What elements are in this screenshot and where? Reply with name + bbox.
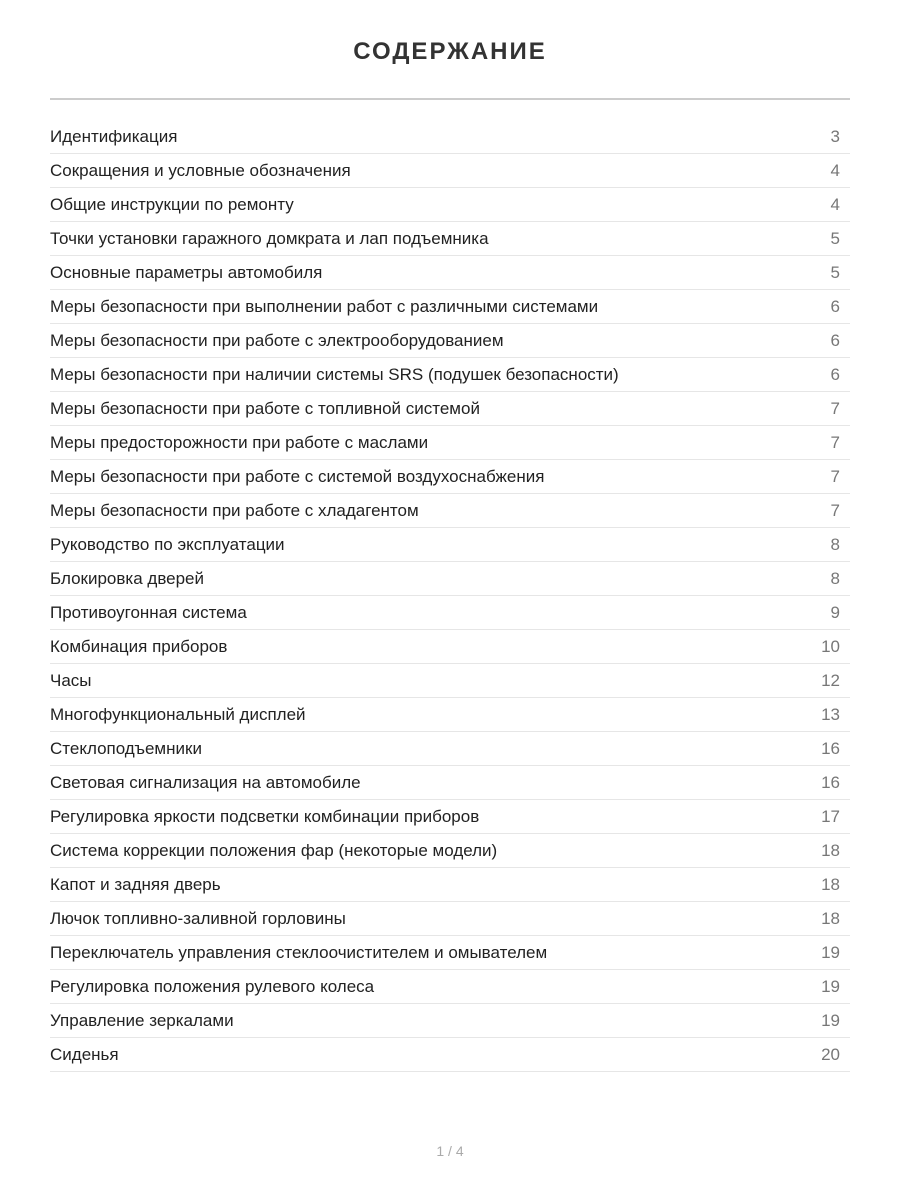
toc-entry-page-number: 19 (821, 976, 840, 996)
toc-entry-title: Сиденья (50, 1044, 119, 1064)
toc-entry[interactable] (50, 256, 850, 290)
toc-entry[interactable] (50, 562, 850, 596)
toc-entry-page-number: 6 (830, 330, 840, 350)
toc-entry-page-number: 19 (821, 1010, 840, 1030)
toc-entry[interactable] (50, 732, 850, 766)
toc-entry-page-number: 19 (821, 942, 840, 962)
toc-entry[interactable] (50, 494, 850, 528)
toc-entry-page-number: 8 (830, 534, 840, 554)
table-of-contents (50, 120, 850, 1072)
toc-entry-title: Система коррекции положения фар (некоторые модели) (50, 840, 498, 860)
toc-entry-title: Регулировка положения рулевого колеса (50, 976, 375, 996)
page-title: СОДЕРЖАНИЕ (353, 38, 547, 65)
toc-entry-title: Капот и задняя дверь (50, 874, 221, 894)
toc-entry[interactable] (50, 902, 850, 936)
toc-entry-page-number: 7 (830, 398, 840, 418)
toc-entry[interactable] (50, 528, 850, 562)
toc-entry[interactable] (50, 630, 850, 664)
toc-entry-page-number: 17 (821, 806, 840, 826)
toc-entry-title: Меры безопасности при работе с топливной системой (50, 398, 480, 418)
toc-entry[interactable] (50, 188, 850, 222)
toc-entry-page-number: 6 (830, 296, 840, 316)
toc-entry-page-number: 7 (830, 432, 840, 452)
toc-entry[interactable] (50, 154, 850, 188)
toc-entry[interactable] (50, 970, 850, 1004)
toc-entry[interactable] (50, 1038, 850, 1072)
toc-entry[interactable] (50, 936, 850, 970)
toc-entry-page-number: 16 (821, 772, 840, 792)
toc-entry-page-number: 16 (821, 738, 840, 758)
toc-entry-title: Регулировка яркости подсветки комбинации приборов (50, 806, 480, 826)
toc-entry-title: Управление зеркалами (50, 1010, 234, 1030)
toc-entry-page-number: 20 (821, 1044, 840, 1064)
toc-entry[interactable] (50, 460, 850, 494)
toc-entry-title: Многофункциональный дисплей (50, 704, 306, 724)
toc-entry-page-number: 18 (821, 908, 840, 928)
title-divider (50, 98, 850, 100)
toc-entry-page-number: 10 (821, 636, 840, 656)
toc-entry-title: Меры безопасности при работе с системой воздухоснабжения (50, 466, 545, 486)
toc-entry[interactable] (50, 698, 850, 732)
toc-entry[interactable] (50, 596, 850, 630)
toc-entry[interactable] (50, 290, 850, 324)
toc-entry-title: Блокировка дверей (50, 568, 205, 588)
toc-entry-title: Основные параметры автомобиля (50, 262, 323, 282)
toc-entry-page-number: 9 (830, 602, 840, 622)
toc-entry[interactable] (50, 800, 850, 834)
toc-entry[interactable] (50, 426, 850, 460)
toc-entry-page-number: 3 (830, 126, 840, 146)
toc-entry-title: Световая сигнализация на автомобиле (50, 772, 361, 792)
toc-entry[interactable] (50, 868, 850, 902)
toc-entry-title: Меры безопасности при работе с хладагентом (50, 500, 419, 520)
page-counter: 1 / 4 (436, 1143, 464, 1159)
toc-entry-page-number: 18 (821, 874, 840, 894)
toc-entry-title: Стеклоподъемники (50, 738, 202, 758)
toc-entry[interactable] (50, 358, 850, 392)
toc-entry-title: Меры безопасности при наличии системы SRS (подушек безопасности) (50, 364, 619, 384)
toc-entry[interactable] (50, 222, 850, 256)
toc-entry-title: Идентификация (50, 126, 178, 146)
toc-entry-title: Переключатель управления стеклоочистителем и омывателем (50, 942, 548, 962)
toc-entry[interactable] (50, 766, 850, 800)
toc-entry[interactable] (50, 392, 850, 426)
toc-entry-title: Меры предосторожности при работе с маслами (50, 432, 429, 452)
toc-entry-page-number: 5 (830, 262, 840, 282)
toc-entry-title: Руководство по эксплуатации (50, 534, 285, 554)
toc-entry-title: Общие инструкции по ремонту (50, 194, 294, 214)
toc-entry-page-number: 6 (830, 364, 840, 384)
toc-entry-page-number: 18 (821, 840, 840, 860)
toc-entry-title: Часы (50, 670, 92, 690)
toc-entry[interactable] (50, 834, 850, 868)
toc-entry-title: Комбинация приборов (50, 636, 228, 656)
toc-entry-title: Меры безопасности при выполнении работ с различными системами (50, 296, 599, 316)
toc-entry[interactable] (50, 664, 850, 698)
toc-entry[interactable] (50, 1004, 850, 1038)
toc-entry[interactable] (50, 324, 850, 358)
toc-entry-page-number: 4 (830, 194, 840, 214)
toc-entry-title: Сокращения и условные обозначения (50, 160, 351, 180)
toc-entry-page-number: 13 (821, 704, 840, 724)
toc-entry-page-number: 4 (830, 160, 840, 180)
toc-entry-page-number: 7 (830, 500, 840, 520)
toc-entry-title: Меры безопасности при работе с электрооборудованием (50, 330, 504, 350)
toc-entry[interactable] (50, 120, 850, 154)
toc-entry-page-number: 5 (830, 228, 840, 248)
toc-entry-page-number: 8 (830, 568, 840, 588)
toc-entry-page-number: 7 (830, 466, 840, 486)
toc-entry-title: Точки установки гаражного домкрата и лап подъемника (50, 228, 489, 248)
toc-entry-title: Лючок топливно-заливной горловины (50, 908, 346, 928)
toc-entry-title: Противоугонная система (50, 602, 247, 622)
toc-entry-page-number: 12 (821, 670, 840, 690)
